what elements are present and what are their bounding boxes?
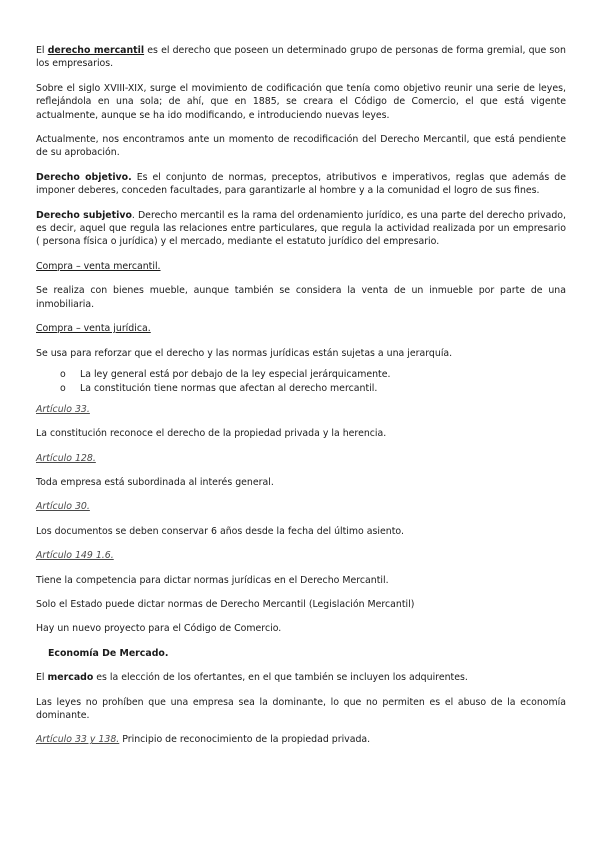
paragraph-estado: Solo el Estado puede dictar normas de Derecho Mercantil (Legislación Mercantil) (36, 598, 415, 610)
text: Es el conjunto de normas, preceptos, atributivos e imperativos, reglas que además de imponer deberes, conceden facultades, para garantizarle al hombre y a la comunidad el logro de sus fines. (36, 171, 566, 197)
list-item (60, 368, 566, 381)
list-item-text: La ley general está por debajo de la ley especial jerárquicamente. (80, 368, 391, 380)
bullet-list (36, 368, 566, 396)
paragraph-codificacion: Sobre el siglo XVIII-XIX, surge el movimiento de codificación que tenía como objetivo reunir una serie de leyes, reflejándola en una sola; de ahí, que en 1885, se creara el Código de Comercio, el que está vigente actualmente, aunque se ha ido modificando, e introduciendo nuevas leyes. (36, 82, 566, 121)
paragraph-documentos: Los documentos se deben conservar 6 años desde la fecha del último asiento. (36, 525, 404, 537)
paragraph-mercado (36, 671, 566, 684)
term-mercado: mercado (47, 672, 94, 684)
article-link-149[interactable]: Artículo 149 1.6. (36, 550, 114, 562)
term-derecho-objetivo: Derecho objetivo. (36, 171, 132, 183)
paragraph-jerarquia: Se usa para reforzar que el derecho y las normas jurídicas están sujetas a una jerarquía. (36, 347, 453, 359)
article-link-128[interactable]: Artículo 128. (36, 452, 96, 464)
paragraph-articulo-33-138 (36, 733, 566, 746)
list-item (60, 382, 566, 395)
paragraph-competencia: Tiene la competencia para dictar normas jurídicas en el Derecho Mercantil. (36, 574, 389, 586)
text: es el derecho que poseen un determinado grupo de personas de forma gremial, que son los empresarios. (36, 45, 566, 70)
paragraph-derecho-mercantil (36, 44, 566, 71)
paragraph-nuevo-proyecto: Hay un nuevo proyecto para el Código de Comercio. (36, 623, 282, 635)
paragraph-propiedad-privada: La constitución reconoce el derecho de la propiedad privada y la herencia. (36, 428, 387, 440)
paragraph-bienes-mueble: Se realiza con bienes mueble, aunque también se considera la venta de un inmueble por parte de una inmobiliaria. (36, 285, 566, 310)
text: es la elección de los ofertantes, en el que también se incluyen los adquirentes. (93, 672, 468, 684)
list-item-text: La constitución tiene normas que afectan al derecho mercantil. (80, 383, 378, 395)
text: Principio de reconocimiento de la propiedad privada. (119, 734, 371, 746)
paragraph-recodificacion: Actualmente, nos encontramos ante un momento de recodificación del Derecho Mercantil, que está pendiente de su aprobación. (36, 134, 566, 159)
article-link-30[interactable]: Artículo 30. (36, 501, 90, 513)
paragraph-derecho-subjetivo (36, 209, 566, 249)
heading-compra-venta-juridica: Compra – venta jurídica. (36, 323, 151, 335)
bullet-marker: o (60, 383, 66, 395)
article-link-33-138[interactable]: Artículo 33 y 138. (36, 734, 120, 746)
paragraph-leyes-dominante: Las leyes no prohíben que una empresa sea la dominante, lo que no permiten es el abuso de la economía dominante. (36, 696, 566, 721)
term-derecho-subjetivo: Derecho subjetivo (36, 209, 132, 221)
paragraph-interes-general: Toda empresa está subordinada al interés general. (36, 476, 274, 488)
heading-economia-de-mercado: Economía De Mercado. (48, 647, 169, 659)
term-derecho-mercantil: derecho mercantil (47, 45, 145, 56)
text: El (36, 45, 48, 56)
heading-compra-venta-mercantil: Compra – venta mercantil. (36, 260, 161, 272)
text: El (36, 672, 48, 684)
bullet-marker: o (60, 368, 66, 380)
text: . Derecho mercantil es la rama del ordenamiento jurídico, es una parte del derecho privado, es decir, aquel que regula las relaciones entre particulares, que regula la actividad realizada por un empresario ( persona física o jurídica) y el mercado, mediante el estatuto jurídico del empresario. (36, 209, 566, 248)
article-link-33[interactable]: Artículo 33. (36, 403, 90, 415)
paragraph-derecho-objetivo (36, 171, 566, 198)
